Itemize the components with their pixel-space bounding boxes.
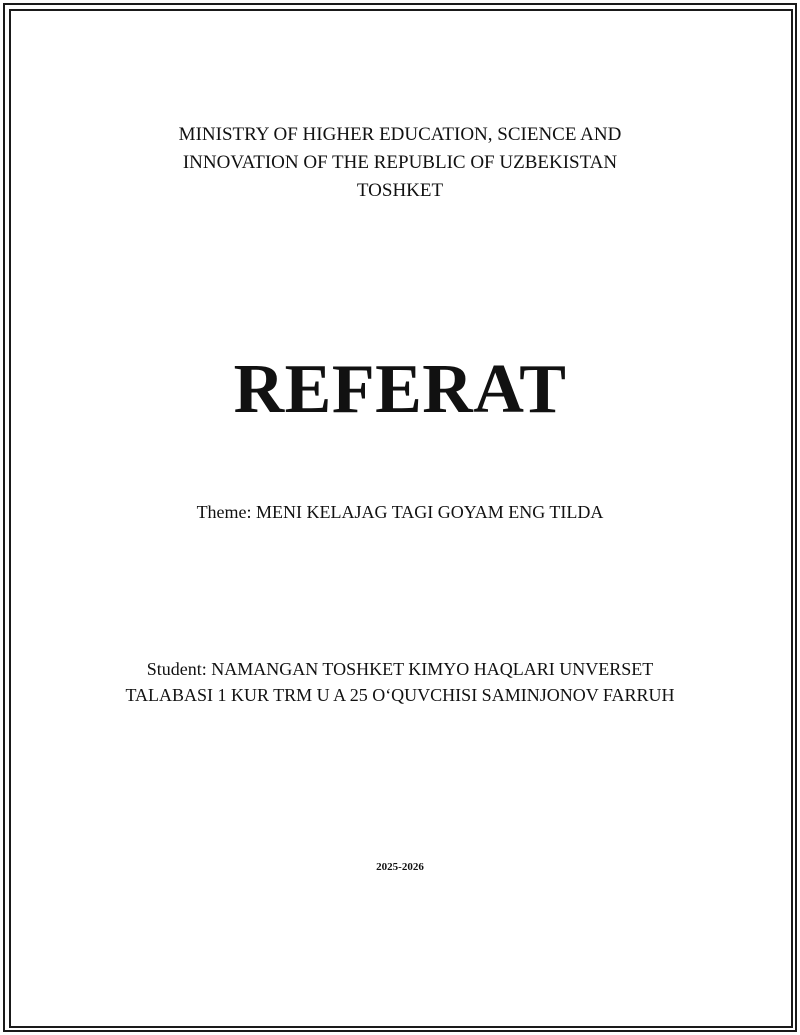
- city-line: TOSHKET: [356, 180, 444, 201]
- ministry-header: [0, 121, 800, 205]
- student-line-1: Student: NAMANGAN TOSHKET KIMYO HAQLARI UNVERSET: [146, 659, 654, 679]
- theme-text: MENI KELAJAG TAGI GOYAM ENG TILDA: [256, 502, 604, 522]
- ministry-line-1: MINISTRY OF HIGHER EDUCATION, SCIENCE AND: [178, 124, 622, 145]
- student-info: [0, 656, 800, 708]
- theme-line: [0, 500, 800, 524]
- ministry-line-2: INNOVATION OF THE REPUBLIC OF UZBEKISTAN: [182, 152, 618, 173]
- student-line-2: TALABASI 1 KUR TRM U A 25 O‘QUVCHISI SAMINJONOV FARRUH: [125, 685, 675, 705]
- academic-year: 2025-2026: [376, 861, 424, 873]
- document-title: REFERAT: [233, 351, 567, 428]
- theme-prefix: Theme:: [196, 502, 257, 522]
